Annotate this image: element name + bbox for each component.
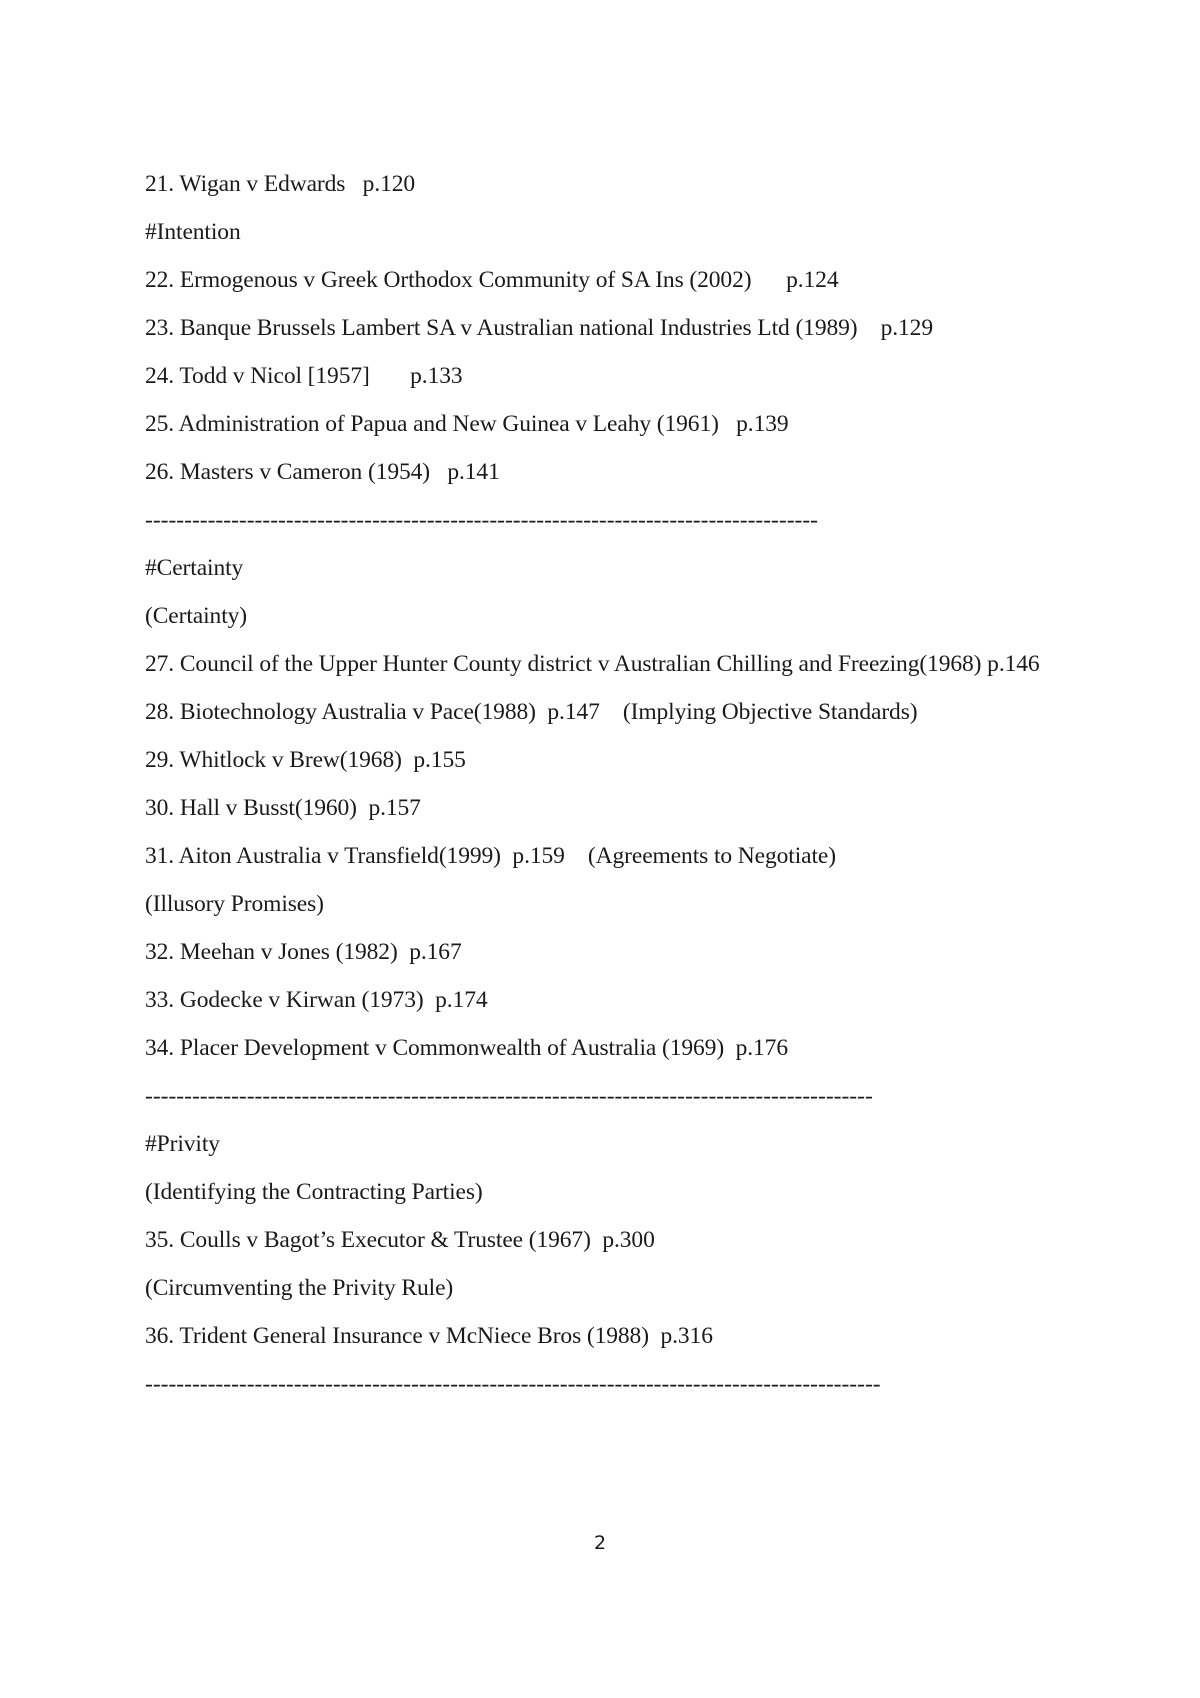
- case-list: [145, 170, 1045, 1418]
- dashed-divider: ---------------------------------------------------------------------------------------------: [145, 1083, 873, 1109]
- case-entry-26: 26. Masters v Cameron (1954) p.141: [145, 459, 500, 485]
- dashed-divider: --------------------------------------------------------------------------------------: [145, 507, 819, 533]
- subheading-circumventing-privity: (Circumventing the Privity Rule): [145, 1275, 454, 1301]
- case-entry-28: 28. Biotechnology Australia v Pace(1988) p.147 (Implying Objective Standards): [145, 699, 918, 725]
- case-entry-33: 33. Godecke v Kirwan (1973) p.174: [145, 987, 488, 1013]
- case-entry-24: 24. Todd v Nicol [1957] p.133: [145, 363, 463, 389]
- case-entry-27: 27. Council of the Upper Hunter County district v Australian Chilling and Freezing(1968) p.146: [145, 651, 1040, 677]
- case-entry-23: 23. Banque Brussels Lambert SA v Australian national Industries Ltd (1989) p.129: [145, 315, 933, 341]
- dashed-divider: ----------------------------------------------------------------------------------------------: [145, 1371, 881, 1397]
- case-entry-36: 36. Trident General Insurance v McNiece Bros (1988) p.316: [145, 1323, 713, 1349]
- subheading-illusory-promises: (Illusory Promises): [145, 891, 324, 917]
- case-entry-31: 31. Aiton Australia v Transfield(1999) p.159 (Agreements to Negotiate): [145, 843, 836, 869]
- section-heading-intention: #Intention: [145, 219, 241, 245]
- case-entry-29: 29. Whitlock v Brew(1968) p.155: [145, 747, 466, 773]
- page-number: 2: [593, 1532, 607, 1554]
- case-entry-21: 21. Wigan v Edwards p.120: [145, 171, 416, 197]
- case-entry-25: 25. Administration of Papua and New Guinea v Leahy (1961) p.139: [145, 411, 789, 437]
- section-heading-privity: #Privity: [145, 1131, 220, 1157]
- case-entry-32: 32. Meehan v Jones (1982) p.167: [145, 939, 462, 965]
- case-entry-35: 35. Coulls v Bagot’s Executor & Trustee (1967) p.300: [145, 1227, 655, 1253]
- case-entry-30: 30. Hall v Busst(1960) p.157: [145, 795, 421, 821]
- subheading-identifying-parties: (Identifying the Contracting Parties): [145, 1179, 483, 1205]
- case-entry-34: 34. Placer Development v Commonwealth of Australia (1969) p.176: [145, 1035, 788, 1061]
- section-heading-certainty: #Certainty: [145, 555, 244, 581]
- case-entry-22: 22. Ermogenous v Greek Orthodox Community of SA Ins (2002) p.124: [145, 267, 839, 293]
- subheading-certainty: (Certainty): [145, 603, 247, 629]
